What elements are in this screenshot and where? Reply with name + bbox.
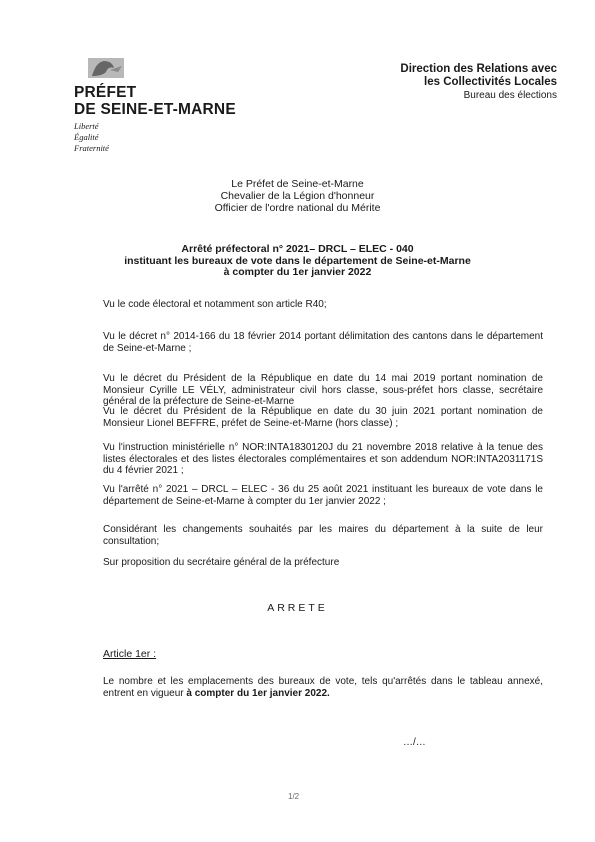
- prefet-title-line2: DE SEINE-ET-MARNE: [74, 101, 236, 118]
- motto-fraternite: Fraternité: [74, 143, 109, 153]
- visa-paragraph: Vu l'arrêté n° 2021 – DRCL – ELEC - 36 du 25 août 2021 instituant les bureaux de vote dans le département de Seine-et-Marne à compter du 1er janvier 2022 ;: [103, 484, 543, 507]
- prefet-title-line1: PRÉFET: [74, 84, 137, 101]
- direction-line1: Direction des Relations avec: [400, 63, 557, 75]
- authority-line3: Officier de l'ordre national du Mérite: [214, 202, 381, 214]
- motto-egalite: Égalité: [74, 132, 99, 142]
- direction-block: [400, 63, 557, 102]
- arrete-title-line1: Arrêté préfectoral n° 2021– DRCL – ELEC - 040: [181, 243, 414, 255]
- page-number: 1/2: [288, 792, 300, 801]
- arrete-title-line2: instituant les bureaux de vote dans le département de Seine-et-Marne: [124, 254, 471, 267]
- visa-paragraph: Vu le code électoral et notamment son article R40;: [103, 299, 327, 310]
- motto-liberte: Liberté: [74, 121, 99, 131]
- authority-block: [0, 178, 595, 214]
- visa-paragraph: Vu le décret du Président de la République en date du 14 mai 2019 portant nomination de Monsieur Cyrille LE VÉLY, administrateur civil hors classe, sous-préfet hors classe, secrétaire général de la préfecture de Seine-et-Marne: [103, 373, 543, 407]
- visa-paragraph: Vu l'instruction ministérielle n° NOR:INTA1830120J du 21 novembre 2018 relative à la tenue des listes électorales et des listes électorales complémentaires et son addendum NOR:INTA2031171S du 4 février 2021 ;: [103, 442, 543, 476]
- arrete-title: [0, 244, 595, 279]
- authority-line1: Le Préfet de Seine-et-Marne: [231, 178, 364, 190]
- visa-paragraph: Vu le décret n° 2014-166 du 18 février 2014 portant délimitation des cantons dans le département de Seine-et-Marne ;: [103, 331, 543, 354]
- continuation-mark: …/…: [403, 737, 426, 748]
- article-1-text: [103, 676, 543, 699]
- arrete-heading: ARRETE: [267, 602, 328, 614]
- article-1-text-main: Le nombre et les emplacements des bureaux de vote, tels qu'arrêtés dans le tableau annexé, entrent en vigueur: [103, 676, 543, 699]
- arrete-title-line3: à compter du 1er janvier 2022: [223, 266, 372, 278]
- proposition-paragraph: Sur proposition du secrétaire général de la préfecture: [103, 557, 340, 568]
- bureau-line: Bureau des élections: [463, 90, 557, 101]
- article-1-date: à compter du 1er janvier 2022.: [186, 687, 330, 699]
- direction-line2: les Collectivités Locales: [424, 76, 557, 88]
- authority-line2: Chevalier de la Légion d'honneur: [220, 190, 375, 202]
- article-1-label: Article 1er :: [103, 648, 157, 660]
- marianne-logo: [88, 56, 124, 80]
- considerant-paragraph: Considérant les changements souhaités par les maires du département à la suite de leur consultation;: [103, 524, 543, 547]
- visa-paragraph: Vu le décret du Président de la République en date du 30 juin 2021 portant nomination de Monsieur Lionel BEFFRE, préfet de Seine-et-Marne (hors classe) ;: [103, 406, 543, 429]
